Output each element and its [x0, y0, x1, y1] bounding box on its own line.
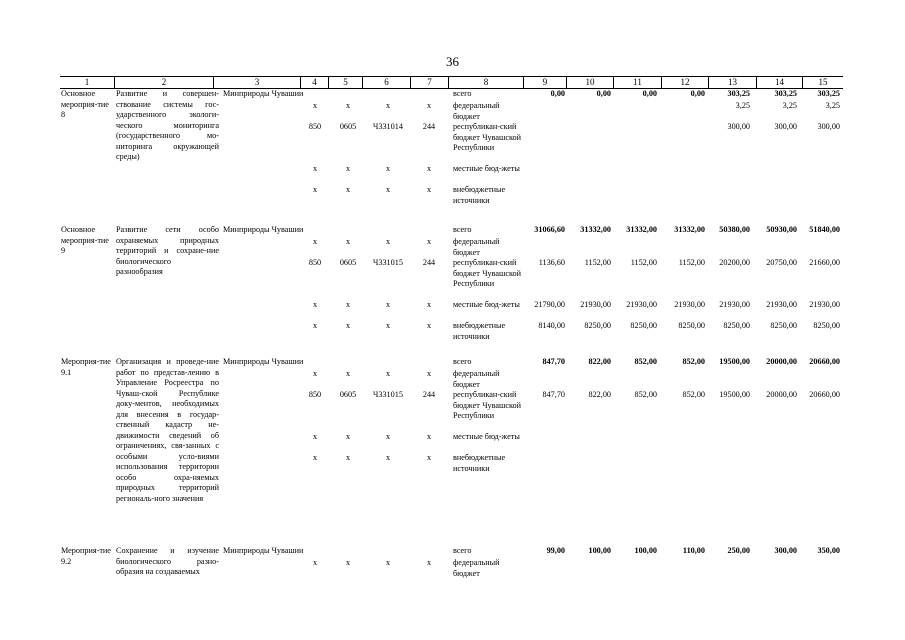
budget-code: 0605	[339, 122, 357, 131]
budget-code: 0605	[339, 390, 357, 399]
budget-code: x	[426, 300, 432, 309]
total-label: всего	[453, 89, 472, 98]
table-header	[60, 76, 843, 89]
column-divider	[802, 77, 803, 88]
funding-value: 8250,00	[770, 321, 797, 330]
funding-value: 3,25	[782, 101, 797, 110]
funding-value: 3,25	[735, 101, 750, 110]
funding-value: 21930,00	[674, 300, 705, 309]
funding-value: 8250,00	[678, 321, 705, 330]
column-divider	[613, 77, 614, 88]
column-divider	[708, 77, 709, 88]
row-executor: Минприроды Чувашии	[223, 225, 304, 234]
total-value: 50380,00	[719, 225, 750, 234]
budget-code: 850	[308, 258, 322, 267]
budget-code: 244	[422, 258, 436, 267]
budget-code: x	[312, 300, 318, 309]
total-value: 852,00	[682, 357, 705, 366]
funding-source: республикан-ский бюджет Чувашской Республики	[453, 122, 521, 152]
budget-code: 244	[422, 122, 436, 131]
budget-code: x	[345, 453, 351, 462]
total-value: 50930,00	[766, 225, 797, 234]
column-divider	[566, 77, 567, 88]
funding-source: внебюджетные источники	[453, 185, 506, 205]
total-value: 847,70	[542, 357, 565, 366]
row-executor: Минприроды Чувашии	[223, 546, 304, 555]
funding-value: 8250,00	[584, 321, 611, 330]
budget-code: Ч331014	[373, 122, 403, 131]
budget-code: x	[385, 185, 391, 194]
total-value: 303,25	[727, 89, 750, 98]
budget-code: x	[426, 432, 432, 441]
total-value: 31332,00	[580, 225, 611, 234]
total-value: 0,00	[642, 89, 657, 98]
total-value: 350,00	[817, 546, 840, 555]
budget-code: x	[426, 237, 432, 246]
funding-value: 300,00	[817, 122, 840, 131]
budget-code: x	[426, 558, 432, 567]
budget-code: x	[345, 164, 351, 173]
budget-code: x	[312, 558, 318, 567]
funding-source: местные бюд-жеты	[453, 300, 520, 309]
total-value: 0,00	[690, 89, 705, 98]
column-divider	[114, 77, 115, 88]
budget-code: x	[345, 432, 351, 441]
budget-code: x	[385, 237, 391, 246]
funding-source: местные бюд-жеты	[453, 432, 520, 441]
funding-value: 822,00	[588, 390, 611, 399]
total-value: 822,00	[588, 357, 611, 366]
funding-value: 847,70	[542, 390, 565, 399]
column-divider	[362, 77, 363, 88]
total-value: 31332,00	[626, 225, 657, 234]
budget-code: Ч331015	[373, 390, 403, 399]
column-divider	[448, 77, 449, 88]
budget-code: x	[426, 185, 432, 194]
column-divider	[328, 77, 329, 88]
total-value: 852,00	[634, 357, 657, 366]
column-divider	[756, 77, 757, 88]
budget-code: x	[345, 101, 351, 110]
funding-value: 1152,00	[584, 258, 611, 267]
total-value: 0,00	[550, 89, 565, 98]
total-value: 19500,00	[719, 357, 750, 366]
budget-code: x	[385, 300, 391, 309]
funding-value: 8140,00	[538, 321, 565, 330]
funding-source: внебюджетные источники	[453, 453, 506, 473]
col-header-14: 14	[775, 77, 784, 87]
budget-code: x	[426, 101, 432, 110]
column-divider	[300, 77, 301, 88]
col-header-8: 8	[483, 77, 489, 87]
funding-source: федеральный бюджет	[453, 101, 500, 121]
row-description: Сохранение и изучение биологического разно-образия на создаваемых	[116, 546, 219, 576]
col-header-15: 15	[818, 77, 828, 87]
budget-code: x	[385, 558, 391, 567]
budget-code: x	[385, 369, 391, 378]
funding-value: 8250,00	[723, 321, 750, 330]
col-header-12: 12	[680, 77, 690, 87]
funding-value: 8250,00	[630, 321, 657, 330]
col-header-2: 2	[161, 77, 167, 87]
column-divider	[661, 77, 662, 88]
funding-value: 20660,00	[809, 390, 840, 399]
budget-code: Ч331015	[373, 258, 403, 267]
row-label: Основное мероприя-тие 9	[61, 225, 109, 255]
budget-code: 850	[308, 122, 322, 131]
budget-code: x	[312, 101, 318, 110]
budget-code: x	[385, 101, 391, 110]
budget-code: x	[345, 185, 351, 194]
funding-value: 3,25	[825, 101, 840, 110]
total-value: 303,25	[817, 89, 840, 98]
budget-code: x	[312, 432, 318, 441]
col-header-11: 11	[633, 77, 642, 87]
total-value: 300,00	[774, 546, 797, 555]
budget-code: x	[426, 321, 432, 330]
budget-code: x	[426, 164, 432, 173]
funding-value: 21790,00	[534, 300, 565, 309]
funding-value: 21930,00	[626, 300, 657, 309]
col-header-1: 1	[84, 77, 90, 87]
row-description: Развитие и совершен-ствование системы гос-ударственного экологи-ческого мониторинга (государственного мо-ниторинга окружающей среды)	[116, 89, 219, 161]
total-value: 110,00	[682, 546, 705, 555]
funding-value: 20750,00	[766, 258, 797, 267]
total-label: всего	[453, 546, 472, 555]
budget-code: x	[345, 237, 351, 246]
funding-value: 852,00	[682, 390, 705, 399]
funding-value: 1152,00	[630, 258, 657, 267]
funding-value: 21930,00	[766, 300, 797, 309]
col-header-7: 7	[427, 77, 432, 87]
col-header-5: 5	[343, 77, 348, 87]
funding-value: 21660,00	[809, 258, 840, 267]
budget-code: x	[385, 164, 391, 173]
funding-value: 21930,00	[719, 300, 750, 309]
total-value: 100,00	[588, 546, 611, 555]
row-description: Организация и проведе-ние работ по представ-лению в Управление Росреестра по Чуваш-ской Республике доку-ментов, необходимых для внесения в государ-ственный кадастр не-движимости сведений об ограничениях, свя-занных с особыми усло-виями использования территории особо охра-няемых природных территорий региональ-ного значения	[116, 357, 219, 503]
funding-source: федеральный бюджет	[453, 369, 500, 389]
total-value: 303,25	[774, 89, 797, 98]
total-label: всего	[453, 357, 472, 366]
budget-code: x	[312, 453, 318, 462]
funding-source: федеральный бюджет	[453, 237, 500, 257]
budget-code: x	[312, 321, 318, 330]
funding-source: республикан-ский бюджет Чувашской Республики	[453, 390, 521, 420]
page-number: 36	[446, 54, 459, 69]
funding-value: 1136,60	[538, 258, 565, 267]
funding-value: 20200,00	[719, 258, 750, 267]
funding-source: внебюджетные источники	[453, 321, 506, 341]
col-header-6: 6	[384, 77, 389, 87]
budget-code: x	[385, 453, 391, 462]
row-description: Развитие сети особо охраняемых природных территорий и сохране-ние биологического разнообразия	[116, 225, 219, 276]
funding-value: 300,00	[774, 122, 797, 131]
funding-source: федеральный бюджет	[453, 558, 500, 578]
budget-code: x	[426, 369, 432, 378]
budget-code: x	[312, 185, 318, 194]
row-executor: Минприроды Чувашии	[223, 89, 304, 98]
row-executor: Минприроды Чувашии	[223, 357, 304, 366]
funding-value: 20000,00	[766, 390, 797, 399]
col-header-4: 4	[312, 77, 317, 87]
budget-code: x	[385, 432, 391, 441]
funding-source: местные бюд-жеты	[453, 164, 520, 173]
col-header-13: 13	[728, 77, 737, 87]
column-divider	[523, 77, 524, 88]
funding-value: 21930,00	[580, 300, 611, 309]
budget-code: 850	[308, 390, 322, 399]
budget-code: x	[345, 300, 351, 309]
total-value: 0,00	[596, 89, 611, 98]
budget-code: x	[345, 321, 351, 330]
row-label: Мероприя-тие 9.2	[61, 546, 111, 566]
total-value: 20660,00	[809, 357, 840, 366]
column-divider	[410, 77, 411, 88]
funding-value: 300,00	[727, 122, 750, 131]
budget-code: x	[312, 164, 318, 173]
total-value: 31066,60	[534, 225, 565, 234]
funding-source: республикан-ский бюджет Чувашской Республики	[453, 258, 521, 288]
column-divider	[213, 77, 214, 88]
col-header-10: 10	[585, 77, 595, 87]
total-value: 250,00	[727, 546, 750, 555]
col-header-3: 3	[254, 77, 260, 87]
budget-code: 244	[422, 390, 436, 399]
total-value: 100,00	[634, 546, 657, 555]
total-label: всего	[453, 225, 472, 234]
funding-value: 8250,00	[813, 321, 840, 330]
budget-code: x	[385, 321, 391, 330]
budget-code: 0605	[339, 258, 357, 267]
row-label: Мероприя-тие 9.1	[61, 357, 111, 377]
budget-code: x	[312, 237, 318, 246]
funding-value: 1152,00	[678, 258, 705, 267]
funding-value: 852,00	[634, 390, 657, 399]
funding-value: 19500,00	[719, 390, 750, 399]
budget-code: x	[345, 558, 351, 567]
total-value: 99,00	[546, 546, 565, 555]
row-label: Основное мероприя-тие 8	[61, 89, 109, 119]
funding-value: 21930,00	[809, 300, 840, 309]
col-header-9: 9	[542, 77, 548, 87]
budget-code: x	[345, 369, 351, 378]
budget-code: x	[312, 369, 318, 378]
total-value: 20000,00	[766, 357, 797, 366]
total-value: 31332,00	[674, 225, 705, 234]
total-value: 51840,00	[809, 225, 840, 234]
budget-code: x	[426, 453, 432, 462]
